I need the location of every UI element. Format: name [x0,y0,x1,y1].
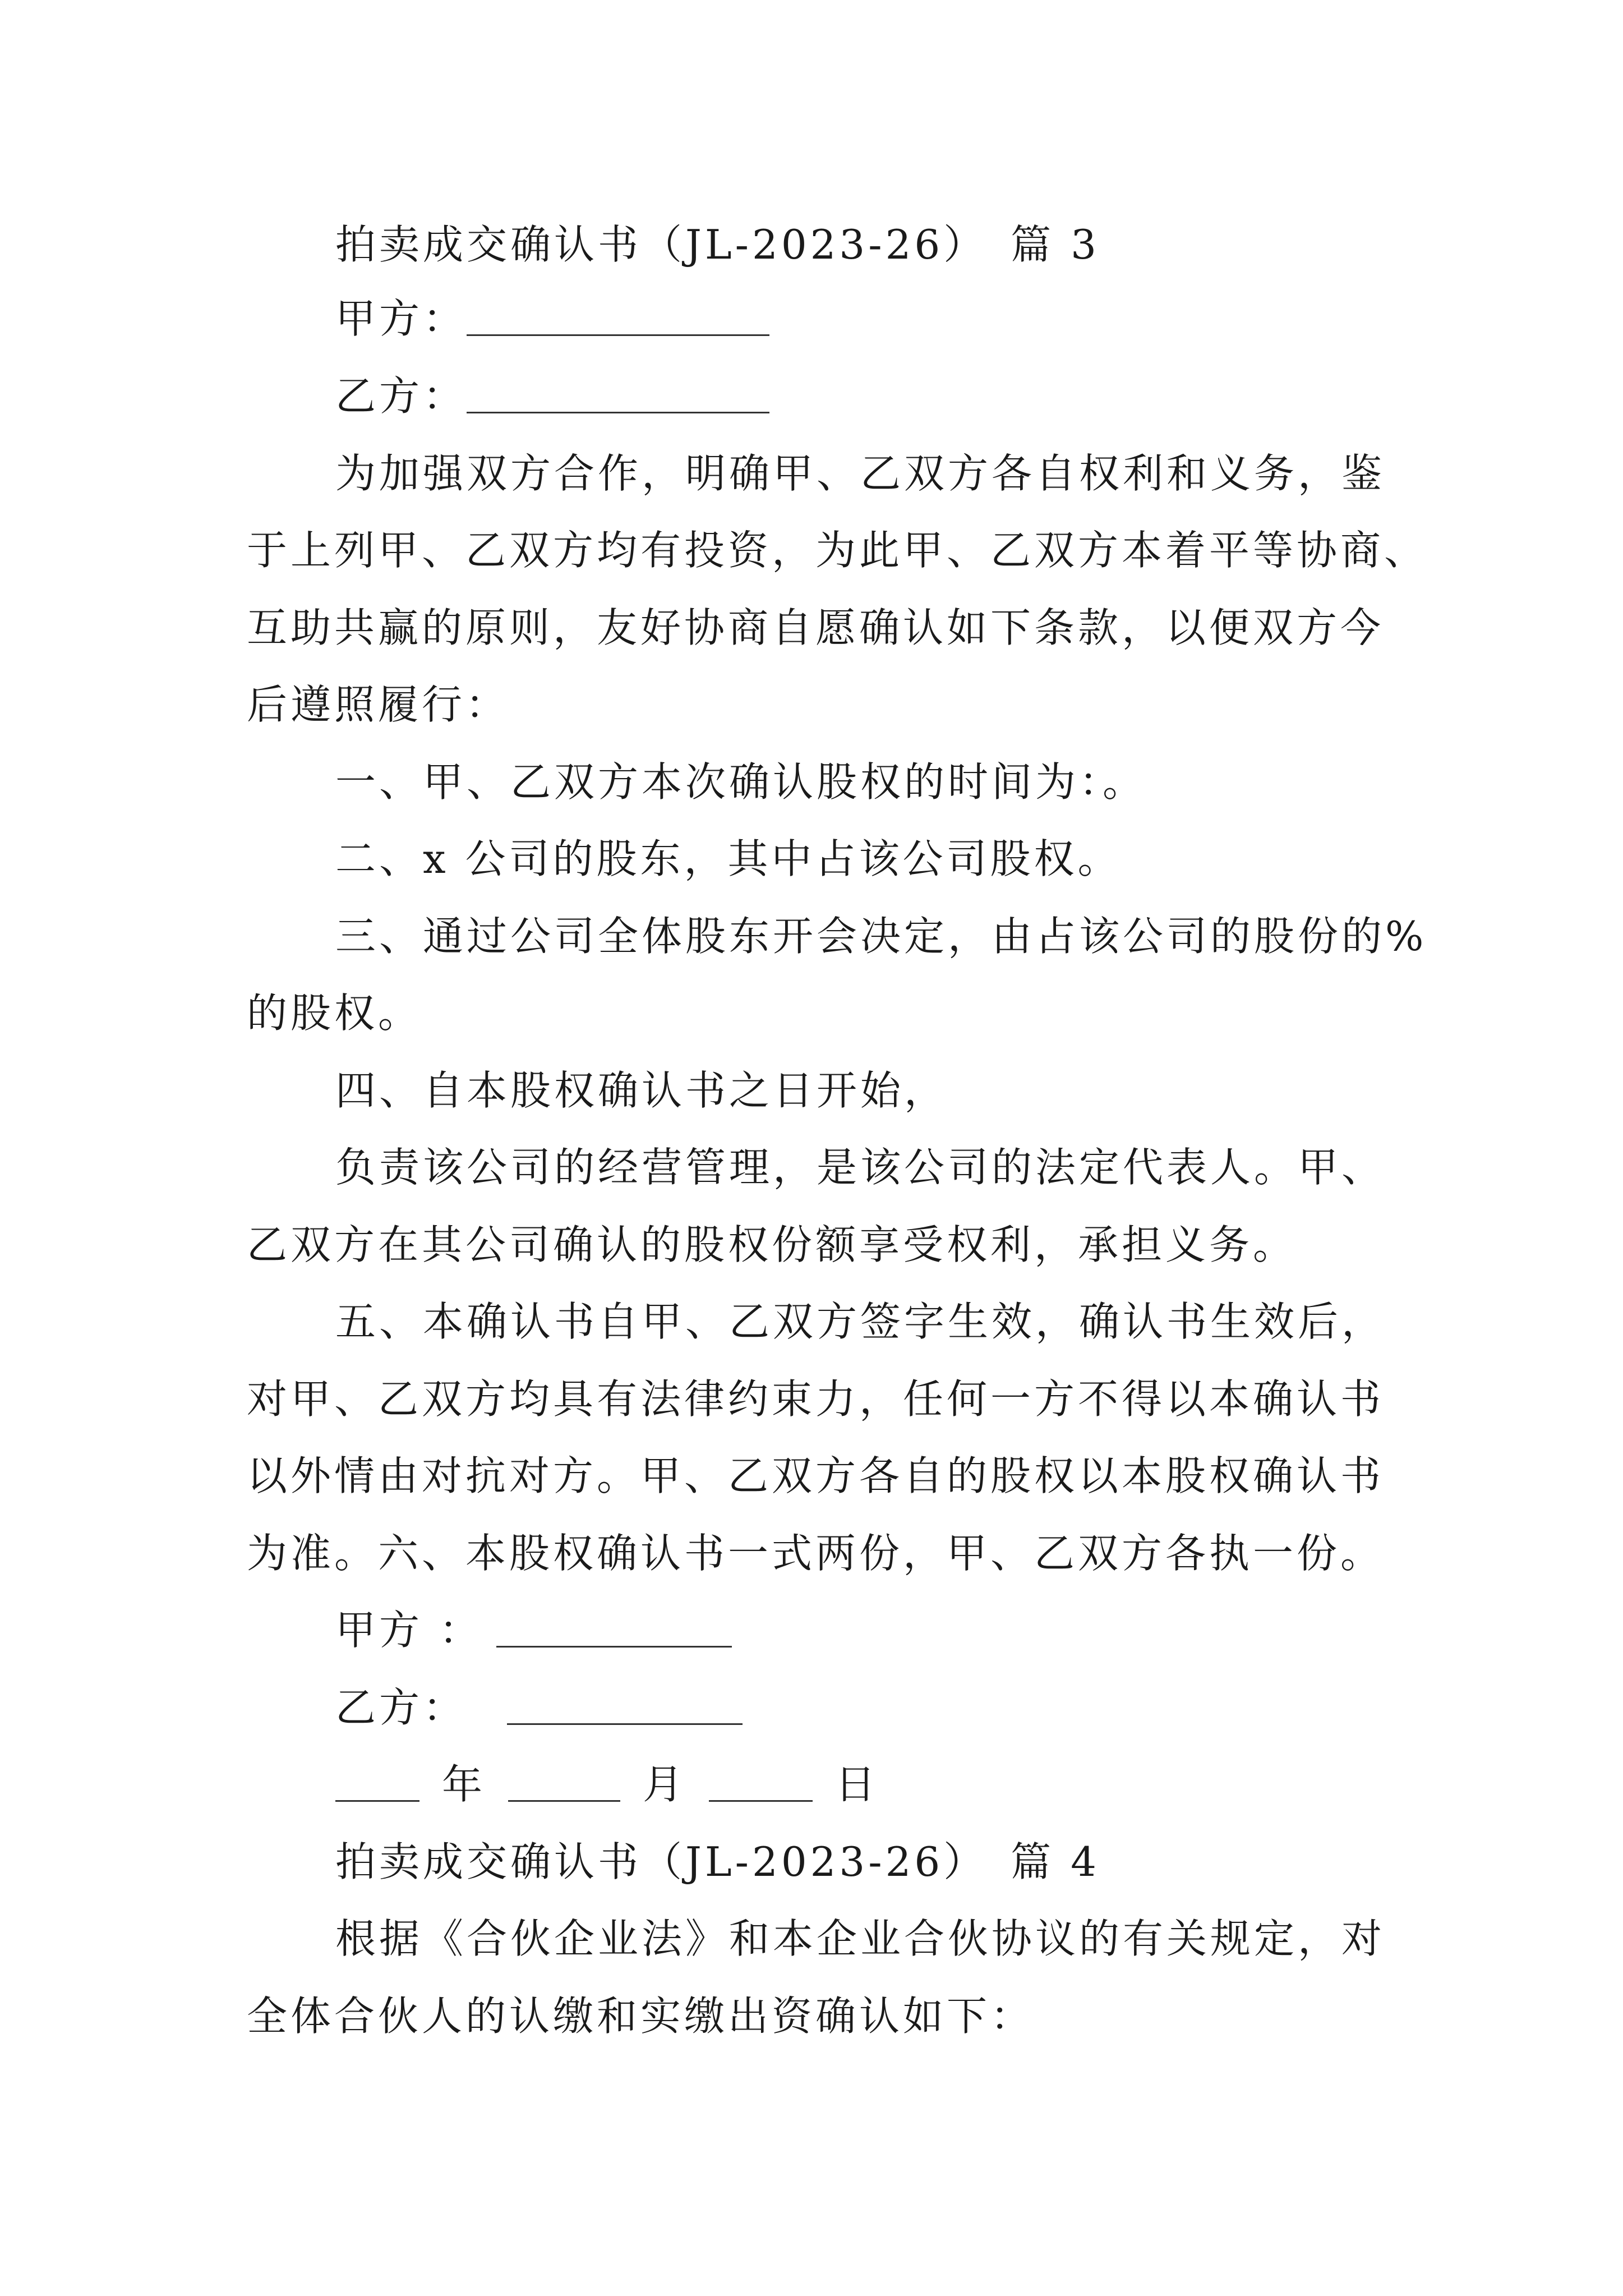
intro-line-1: 为加强双方合作，明确甲、乙双方各自权利和义务，鉴 [335,450,1386,497]
clause-5-line-1: 五、本确认书自甲、乙双方签字生效，确认书生效后， [335,1298,1386,1345]
date-year-blank [335,1798,419,1802]
party-b-line [335,372,769,420]
party-a-blank [467,332,769,336]
clause-1: 一、甲、乙双方本次确认股权的时间为：。 [335,758,1147,806]
date-day-blank [709,1798,813,1802]
signature-a-label: 甲方 ： [335,1607,483,1654]
clause-4b-line-1: 负责该公司的经营管理，是该公司的法定代表人。甲、 [335,1144,1386,1191]
section4-heading: 拍卖成交确认书（JL-2023-26） 篇 4 [335,1838,1100,1885]
party-a-label: 甲方： [335,295,467,342]
clause-2: 二、x 公司的股东，其中占该公司股权。 [335,835,1122,882]
clause-3-line-2: 的股权。 [247,990,422,1037]
signature-b-line [335,1684,743,1731]
signature-b-label: 乙方： [335,1684,467,1731]
clause-5-line-4: 为准。六、本股权确认书一式两份，甲、乙双方各执一份。 [247,1530,1385,1577]
party-b-blank [467,409,769,413]
party-a-line [335,295,769,342]
clause-5-line-3: 以外情由对抗对方。甲、乙双方各自的股权以本股权确认书 [247,1452,1385,1499]
date-month-label: 月 [643,1761,687,1808]
signature-a-line [335,1607,732,1654]
party-b-label: 乙方： [335,372,467,420]
signature-a-blank [496,1644,732,1648]
intro-line-4: 后遵照履行： [247,681,510,728]
section4-intro-line-1: 根据《合伙企业法》和本企业合伙协议的有关规定，对 [335,1915,1386,1962]
clause-5-line-2: 对甲、乙双方均具有法律约束力，任何一方不得以本确认书 [247,1375,1385,1423]
date-line [335,1761,879,1808]
signature-b-blank [507,1721,743,1725]
intro-line-3: 互助共赢的原则，友好协商自愿确认如下条款，以便双方今 [247,604,1385,651]
clause-4b-line-2: 乙双方在其公司确认的股权份额享受权利，承担义务。 [247,1221,1297,1268]
date-month-blank [508,1798,620,1802]
date-year-label: 年 [442,1761,486,1808]
section3-heading: 拍卖成交确认书（JL-2023-26） 篇 3 [335,221,1100,268]
date-day-label: 日 [835,1761,879,1808]
clause-3-line-1: 三、通过公司全体股东开会决定，由占该公司的股份的% [335,913,1427,960]
section4-intro-line-2: 全体合伙人的认缴和实缴出资确认如下： [247,1993,1035,2040]
clause-4: 四、自本股权确认书之日开始， [335,1067,948,1114]
intro-line-2: 于上列甲、乙双方均有投资，为此甲、乙双方本着平等协商、 [247,527,1428,574]
